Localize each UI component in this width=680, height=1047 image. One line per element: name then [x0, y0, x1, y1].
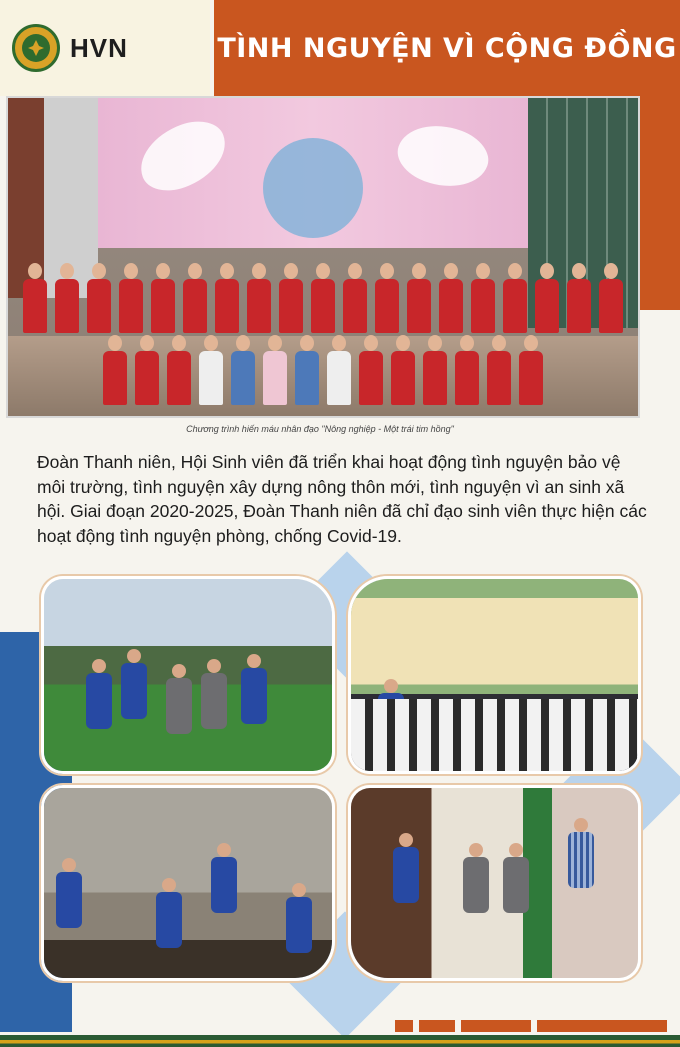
globe-graphic — [263, 138, 363, 238]
leaf-icon — [27, 39, 45, 57]
photo-school-assembly — [348, 576, 641, 774]
body-paragraph: Đoàn Thanh niên, Hội Sinh viên đã triển khai hoạt động tình nguyện bảo vệ môi trường, tình nguyện xây dựng nông thôn mới, tình nguyện vì an sinh xã hội. Giai đoạn 2020-2025, Đoàn Thanh niên đã chỉ đạo sinh viên thực hiện các hoạt động tình nguyện phòng, chống Covid-19. — [37, 452, 647, 546]
photo-construction-volunteers — [41, 785, 335, 981]
title-bar — [214, 0, 680, 96]
dove-left-graphic — [130, 112, 235, 199]
page-title: TÌNH NGUYỆN VÌ CỘNG ĐỒNG — [217, 32, 677, 64]
university-seal-logo — [12, 24, 60, 72]
student-group — [8, 263, 638, 418]
logo-bar — [0, 0, 210, 96]
orange-side-decoration — [640, 96, 680, 310]
orange-blocks-decoration — [395, 1020, 667, 1032]
event-banner — [98, 98, 528, 248]
photo-gift-giving — [348, 785, 641, 981]
dove-right-graphic — [390, 112, 495, 199]
bottom-bar — [0, 1035, 680, 1047]
logo-text: HVN — [70, 32, 128, 63]
photo-caption: Chương trình hiến máu nhân đạo "Nông nghiệp - Một trái tim hồng" — [186, 424, 454, 434]
group-photo — [6, 96, 640, 418]
photo-field-volunteers — [41, 576, 335, 774]
